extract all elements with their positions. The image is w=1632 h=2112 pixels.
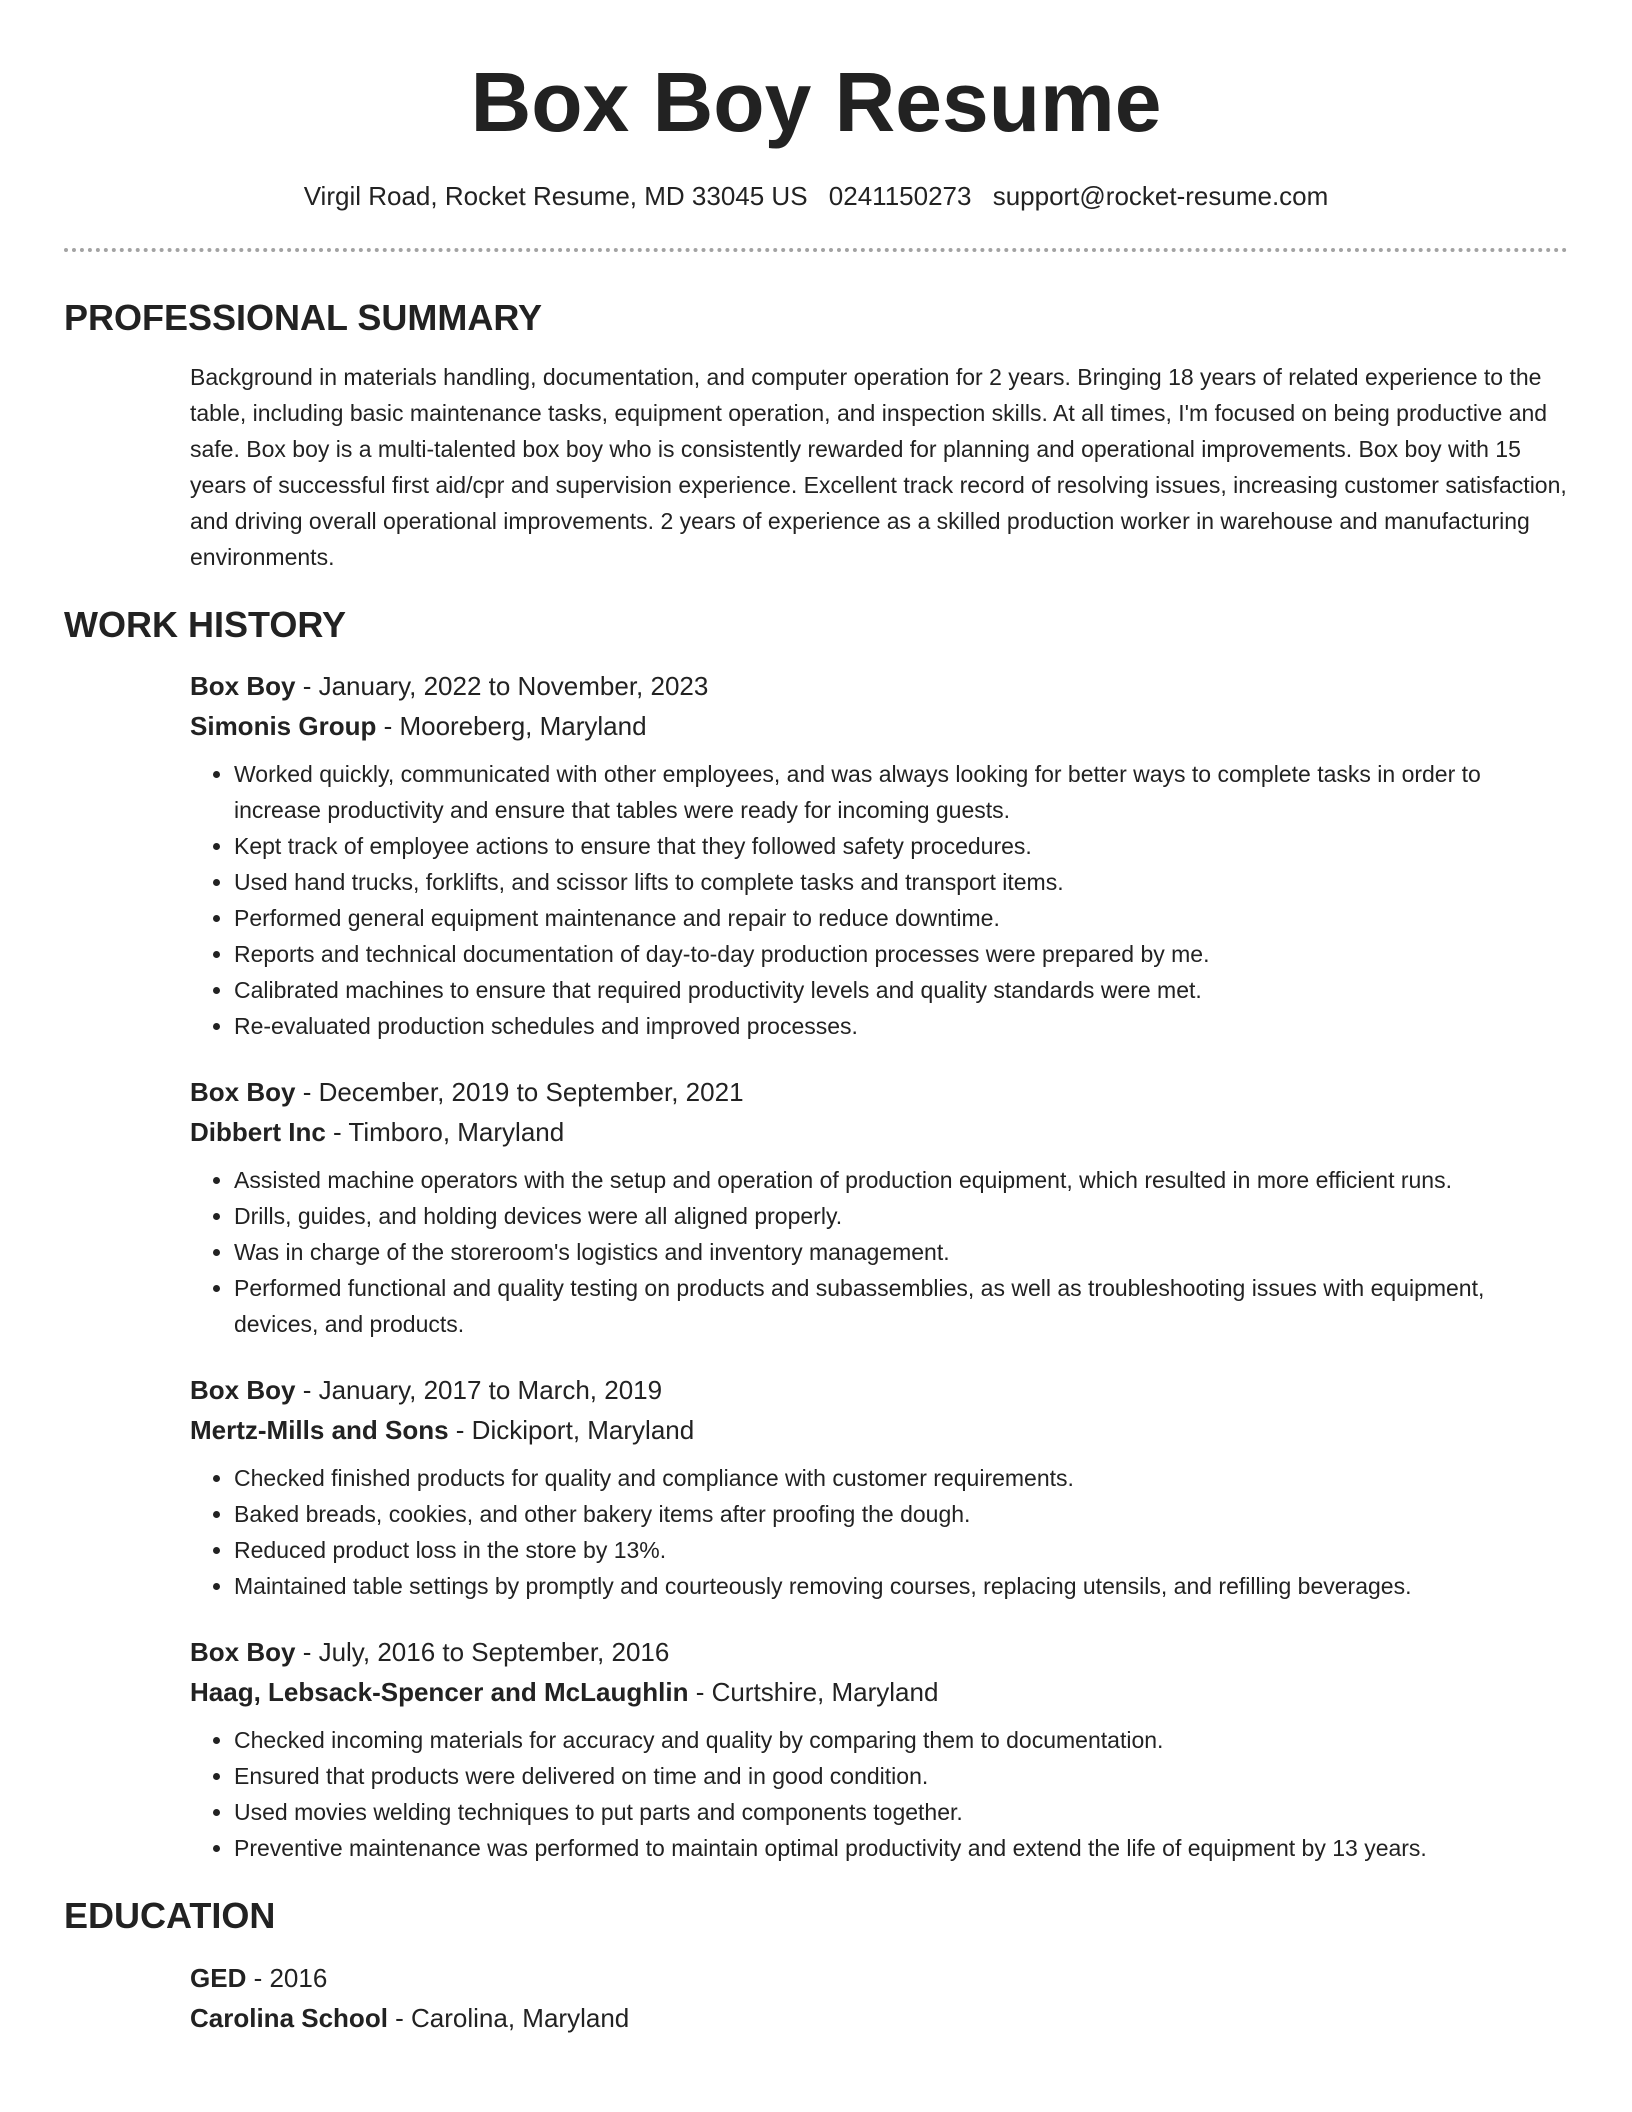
job-entry — [190, 1370, 1568, 1604]
job-bullet: • Worked quickly, communicated with other employees, and was always looking for better ways to complete tasks in order to increase productivity and ensure that tables were ready for incoming guests. — [234, 756, 1568, 828]
job-title: Box Boy — [190, 1077, 296, 1108]
job-bullet: • Drills, guides, and holding devices were all aligned properly. — [234, 1198, 1568, 1234]
job-title-line — [190, 666, 1568, 706]
job-title: Box Boy — [190, 671, 296, 702]
job-company: Mertz-Mills and Sons — [190, 1415, 449, 1446]
job-company-line — [190, 1112, 1568, 1152]
education-degree: GED — [190, 1962, 247, 1993]
job-bullet: • Maintained table settings by promptly and courteously removing courses, replacing utensils, and refilling beverages. — [234, 1568, 1568, 1604]
education-location: - Carolina, Maryland — [387, 2002, 630, 2033]
job-location: - Curtshire, Maryland — [688, 1677, 939, 1708]
job-location: - Dickiport, Maryland — [448, 1415, 695, 1446]
education-degree-line — [190, 1958, 1568, 1998]
job-location: - Mooreberg, Maryland — [376, 711, 647, 742]
job-company-line — [190, 706, 1568, 746]
job-company: Simonis Group — [190, 711, 377, 742]
job-title: Box Boy — [190, 1375, 296, 1406]
job-bullet: • Used hand trucks, forklifts, and scissor lifts to complete tasks and transport items. — [234, 864, 1568, 900]
job-entry — [190, 1072, 1568, 1342]
job-bullets — [190, 1162, 1568, 1342]
job-company: Haag, Lebsack-Spencer and McLaughlin — [190, 1677, 689, 1708]
job-bullet: • Assisted machine operators with the setup and operation of production equipment, which resulted in more efficient runs. — [234, 1162, 1568, 1198]
job-entry — [190, 1632, 1568, 1866]
job-bullet: • Reduced product loss in the store by 13%. — [234, 1532, 1568, 1568]
phone-text: 0241150273 — [828, 181, 972, 211]
job-company-line — [190, 1410, 1568, 1450]
job-bullet: • Baked breads, cookies, and other bakery items after proofing the dough. — [234, 1496, 1568, 1532]
job-bullet: • Checked finished products for quality and compliance with customer requirements. — [234, 1460, 1568, 1496]
job-entry — [190, 666, 1568, 1044]
work-history-section — [64, 603, 1568, 1866]
job-dates: - January, 2022 to November, 2023 — [295, 671, 709, 702]
summary-heading: PROFESSIONAL SUMMARY — [64, 297, 543, 338]
address-text: Virgil Road, Rocket Resume, MD 33045 US — [303, 181, 808, 211]
job-bullets — [190, 1722, 1568, 1866]
education-heading: EDUCATION — [64, 1895, 276, 1937]
job-dates: - December, 2019 to September, 2021 — [295, 1077, 744, 1108]
email-text: support@rocket-resume.com — [992, 181, 1329, 211]
job-bullet: • Ensured that products were delivered on time and in good condition. — [234, 1758, 1568, 1794]
summary-text: Background in materials handling, documentation, and computer operation for 2 years. Bringing 18 years of related experience to the table, including basic maintenance tasks, equipment operation, and inspection skills. At all times, I'm focused on being productive and safe. Box boy is a multi-talented box boy who is consistently rewarded for planning and operational improvements. Box boy with 15 years of successful first aid/cpr and supervision experience. Excellent track record of resolving issues, increasing customer satisfaction, and driving overall operational improvements. 2 years of experience as a skilled production worker in warehouse and manufacturing environments. — [190, 364, 1567, 571]
job-company: Dibbert Inc — [190, 1117, 326, 1148]
job-dates: - January, 2017 to March, 2019 — [295, 1375, 663, 1406]
job-bullet: • Preventive maintenance was performed to maintain optimal productivity and extend the life of equipment by 13 years. — [234, 1830, 1568, 1866]
job-bullet: • Used movies welding techniques to put parts and components together. — [234, 1794, 1568, 1830]
professional-summary-section — [64, 296, 1568, 575]
job-title-line — [190, 1632, 1568, 1672]
education-year: - 2016 — [246, 1962, 328, 1993]
header-divider — [64, 248, 1568, 252]
job-bullet: • Reports and technical documentation of day-to-day production processes were prepared by me. — [234, 936, 1568, 972]
job-title-line — [190, 1370, 1568, 1410]
job-bullet: • Performed functional and quality testing on products and subassemblies, as well as troubleshooting issues with equipment, devices, and products. — [234, 1270, 1568, 1342]
job-title-line — [190, 1072, 1568, 1112]
contact-info — [0, 178, 1632, 214]
resume-content — [64, 296, 1568, 2038]
work-history-heading: WORK HISTORY — [64, 604, 347, 646]
job-location: - Timboro, Maryland — [325, 1117, 565, 1148]
job-company-line — [190, 1672, 1568, 1712]
job-bullet: • Performed general equipment maintenance and repair to reduce downtime. — [234, 900, 1568, 936]
education-section — [64, 1894, 1568, 2037]
job-bullet: • Was in charge of the storeroom's logistics and inventory management. — [234, 1234, 1568, 1270]
job-bullets — [190, 1460, 1568, 1604]
education-school: Carolina School — [190, 2002, 388, 2033]
resume-title: Box Boy Resume — [470, 55, 1162, 149]
job-bullet: • Calibrated machines to ensure that required productivity levels and quality standards were met. — [234, 972, 1568, 1008]
job-bullet: • Re-evaluated production schedules and improved processes. — [234, 1008, 1568, 1044]
job-bullet: • Checked incoming materials for accuracy and quality by comparing them to documentation. — [234, 1722, 1568, 1758]
job-bullet: • Kept track of employee actions to ensure that they followed safety procedures. — [234, 828, 1568, 864]
job-dates: - July, 2016 to September, 2016 — [295, 1637, 670, 1668]
job-bullets — [190, 756, 1568, 1044]
education-school-line — [190, 1998, 1568, 2038]
job-title: Box Boy — [190, 1637, 296, 1668]
